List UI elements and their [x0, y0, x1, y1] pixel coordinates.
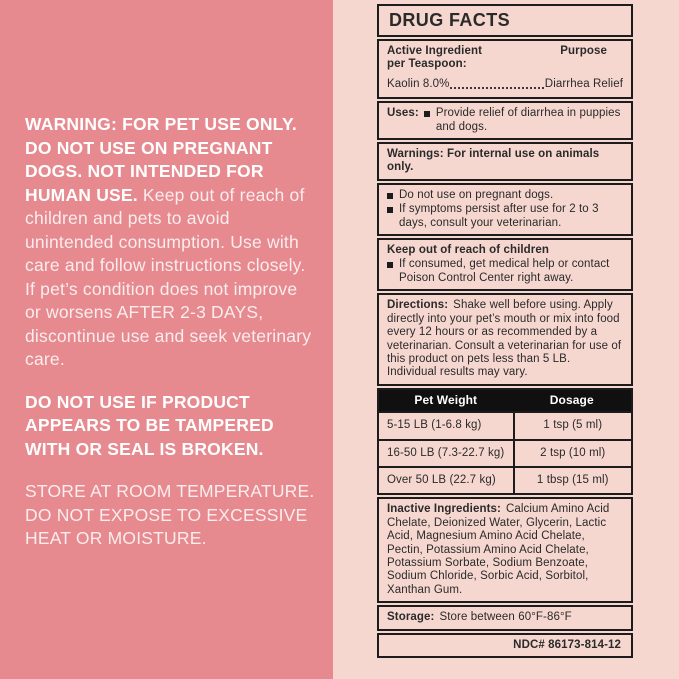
warning-bullet-item	[387, 189, 623, 202]
warning-bullets-section	[377, 183, 633, 236]
left-warning-text-block	[25, 113, 318, 551]
active-ingredient-header	[387, 45, 623, 72]
left-warning-panel	[0, 0, 333, 679]
drug-facts-panel	[377, 4, 633, 658]
warning-bullet-text: Do not use on pregnant dogs.	[399, 188, 554, 201]
keep-out-bullet-item	[387, 258, 623, 285]
uses-label: Uses:	[387, 107, 419, 120]
directions-section	[377, 293, 633, 385]
table-row	[379, 411, 631, 438]
drug-facts-title: DRUG FACTS	[377, 4, 633, 37]
pet-use-warning-regular: Keep out of reach of children and pets to avoid unintended consumption. Use with care and follow instructions closely. If pet’s condition does not improve or worsens AFTER 2-3 DAYS, discontinue use and seek veterinary care.	[25, 184, 312, 369]
dotted-leader	[450, 87, 543, 89]
ingredient-name: Kaolin 8.0%	[387, 77, 450, 90]
storage-text: Store between 60°F-86°F	[439, 611, 572, 624]
pet-weight-cell: 5-15 LB (1-6.8 kg)	[387, 419, 482, 432]
dosage-cell: 1 tsp (5 ml)	[513, 413, 631, 438]
warnings-label: Warnings:	[387, 148, 444, 161]
bullet-square-icon	[387, 207, 393, 213]
warnings-text: For internal use on animals only.	[387, 148, 600, 174]
pet-use-warning-bold: WARNING: FOR PET USE ONLY. DO NOT USE ON PREGNANT DOGS. NOT INTENDED FOR HUMAN USE.	[25, 114, 297, 205]
directions-text: Shake well before using. Apply directly into your pet’s mouth or mix into food every 12 hours or as recommended by a veterinarian. Consult a veterinarian for use of this product on pets less than 5 LB. Individual results may vary.	[387, 299, 622, 379]
bullet-square-icon	[387, 262, 393, 268]
purpose-label: Purpose	[560, 45, 607, 57]
ingredient-purpose-value: Diarrhea Relief	[544, 77, 623, 90]
active-ingredient-label	[387, 45, 482, 72]
active-ingredient-section	[377, 39, 633, 99]
dosage-table-header-row	[379, 390, 631, 411]
tamper-warning: DO NOT USE IF PRODUCT APPEARS TO BE TAMPERED WITH OR SEAL IS BROKEN.	[25, 391, 274, 459]
storage-warning: STORE AT ROOM TEMPERATURE. DO NOT EXPOSE TO EXCESSIVE HEAT OR MOISTURE.	[25, 481, 315, 548]
uses-bullet-item	[424, 107, 623, 134]
uses-bullet-text: Provide relief of diarrhea in puppies and dogs.	[435, 107, 621, 133]
directions-label: Directions:	[387, 299, 449, 312]
dosage-table	[377, 388, 633, 496]
keep-out-bullet-text: If consumed, get medical help or contact Poison Control Center right away.	[399, 258, 610, 284]
uses-section	[377, 101, 633, 140]
dosage-cell: 1 tbsp (15 ml)	[513, 468, 631, 493]
keep-out-heading: Keep out of reach of children	[387, 244, 550, 257]
storage-section	[377, 605, 633, 630]
ingredient-row	[387, 78, 623, 91]
active-ingredient-label-line2: per Teaspoon:	[387, 58, 467, 71]
active-ingredient-label-line1: Active Ingredient	[387, 45, 482, 57]
table-row	[379, 439, 631, 466]
dosage-table-header-pet-weight: Pet Weight	[414, 392, 478, 407]
ndc-section: NDC# 86173-814-12	[377, 633, 633, 658]
warning-bullet-item	[387, 203, 623, 230]
inactive-ingredients-section	[377, 497, 633, 603]
bullet-square-icon	[387, 193, 393, 199]
pet-weight-cell: Over 50 LB (22.7 kg)	[387, 473, 496, 486]
storage-label: Storage:	[387, 611, 435, 624]
bullet-square-icon	[424, 111, 430, 117]
warnings-section	[377, 142, 633, 181]
dosage-cell: 2 tsp (10 ml)	[513, 441, 631, 466]
pet-weight-cell: 16-50 LB (7.3-22.7 kg)	[387, 446, 505, 459]
inactive-ingredients-label: Inactive Ingredients:	[387, 503, 501, 516]
warning-bullet-text: If symptoms persist after use for 2 to 3 days, consult your veterinarian.	[399, 203, 599, 229]
dosage-table-header-dosage: Dosage	[549, 392, 594, 407]
inactive-ingredients-text: Calcium Amino Acid Chelate, Deionized Water, Glycerin, Lactic Acid, Magnesium Amino Acid Chelate, Pectin, Potassium Amino Acid Chelate, Potassium Sorbate, Sodium Benzoate, Sodium Chloride, Sorbic Acid, Sorbitol, Xanthan Gum.	[387, 503, 610, 596]
pet-use-warning-paragraph	[25, 113, 318, 372]
keep-out-section	[377, 238, 633, 291]
table-row	[379, 466, 631, 493]
